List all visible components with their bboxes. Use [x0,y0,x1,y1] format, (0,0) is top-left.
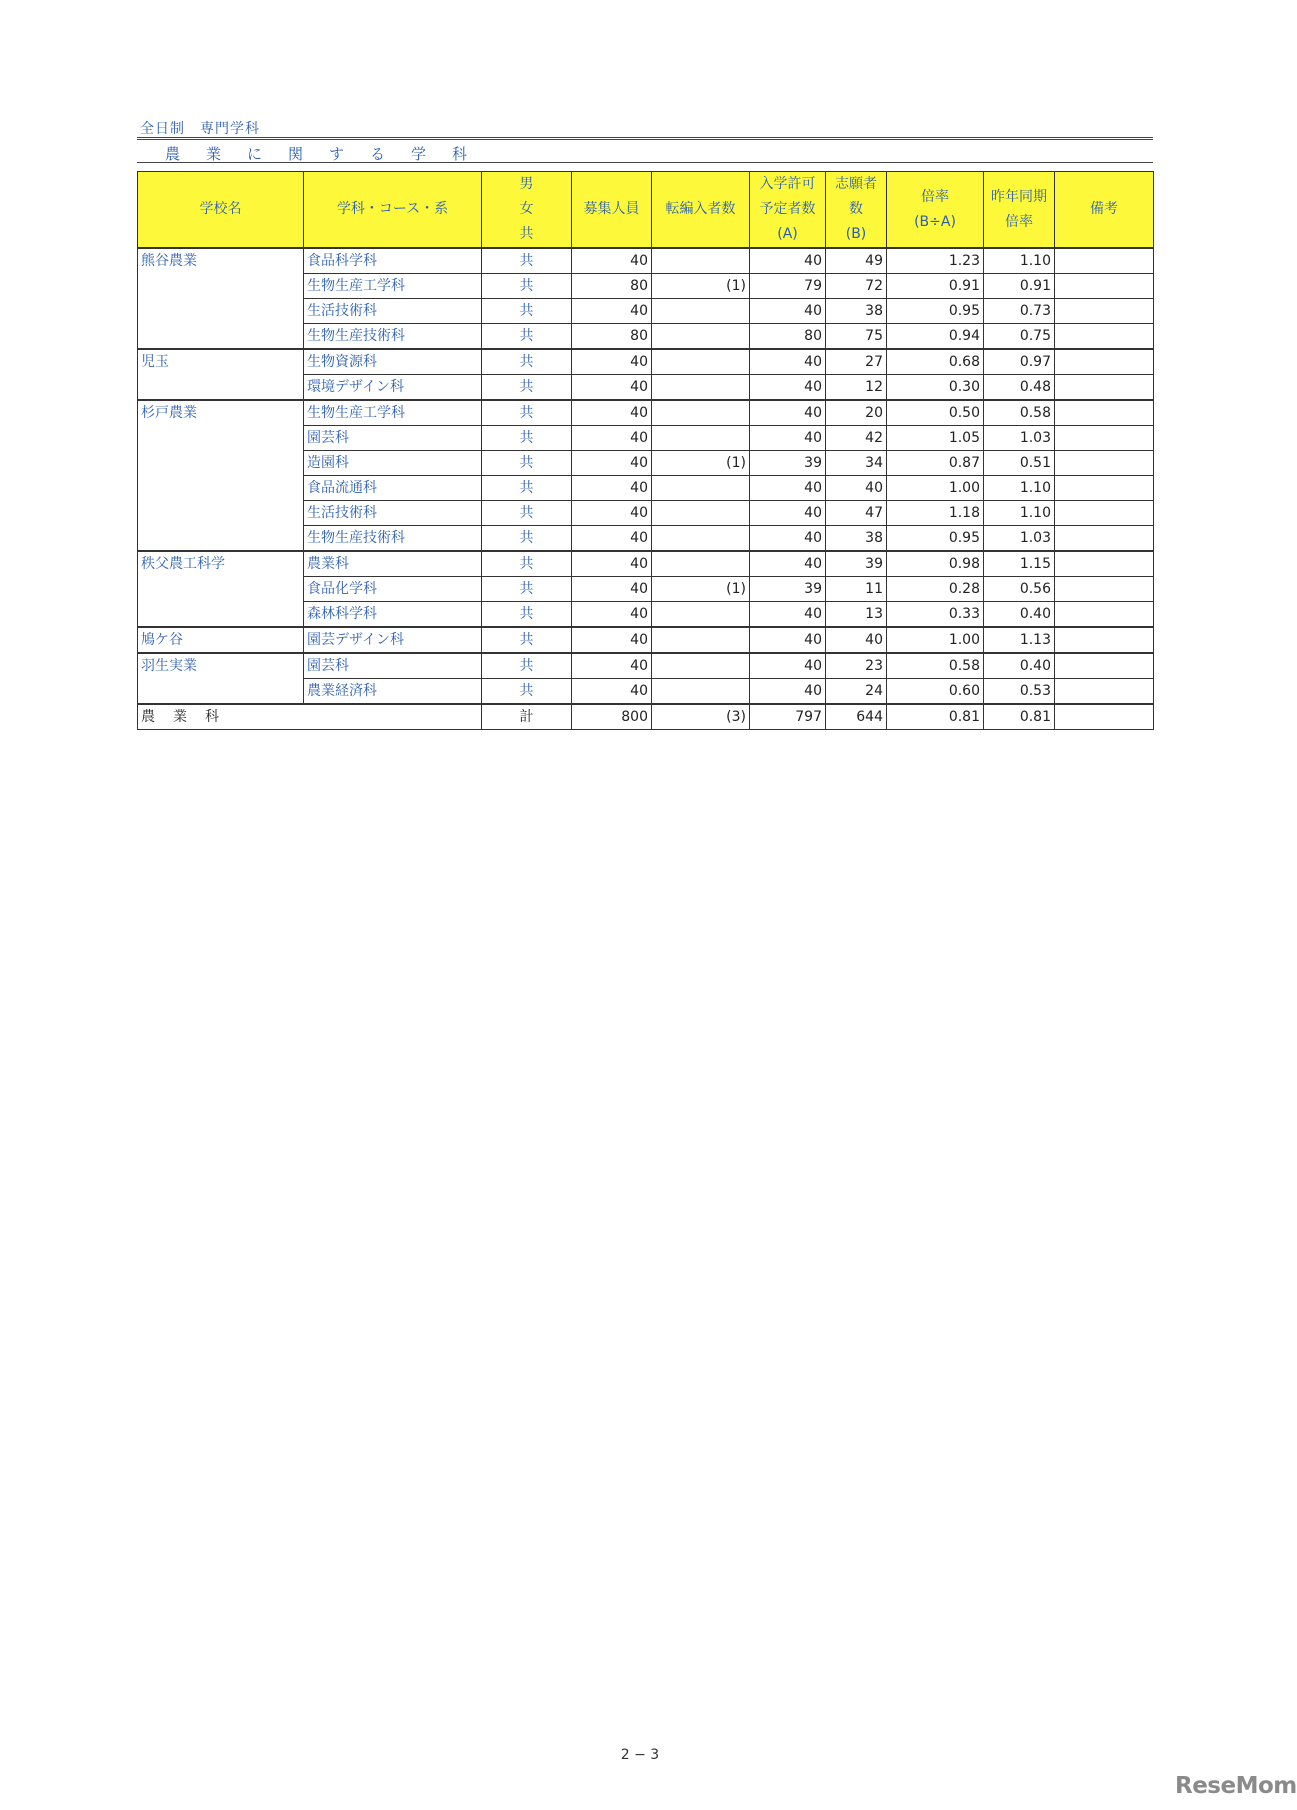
course-cell: 環境デザイン科 [304,375,482,401]
planned-cell: 39 [750,577,826,602]
ratio-cell: 1.00 [887,627,984,653]
ratio-cell: 1.00 [887,476,984,501]
last-year-cell: 0.75 [984,324,1055,350]
notes-cell [1055,274,1154,299]
last-year-cell: 1.03 [984,526,1055,552]
notes-cell [1055,526,1154,552]
last-year-cell: 0.91 [984,274,1055,299]
section-title-bar [137,137,1153,163]
ratio-cell: 0.98 [887,551,984,577]
section-title: 農業に関する学科 [165,145,494,163]
school-name-cell: 羽生実業 [138,653,304,704]
total-row [138,704,1154,730]
planned-cell: 40 [750,299,826,324]
quota-cell: 40 [572,375,652,401]
quota-cell: 40 [572,653,652,679]
ratio-cell: 1.23 [887,248,984,274]
transfer-cell [652,551,750,577]
ratio-cell: 0.50 [887,400,984,426]
applicants-cell: 20 [826,400,887,426]
total-last-year-cell: 0.81 [984,704,1055,730]
course-cell: 森林科学科 [304,602,482,628]
applicants-cell: 27 [826,349,887,375]
applicants-cell: 72 [826,274,887,299]
gender-cell: 共 [482,526,572,552]
transfer-cell [652,627,750,653]
planned-cell: 40 [750,602,826,628]
course-cell: 生物生産技術科 [304,526,482,552]
transfer-cell [652,375,750,401]
applicants-cell: 13 [826,602,887,628]
applicants-cell: 49 [826,248,887,274]
ratio-cell: 0.68 [887,349,984,375]
notes-cell [1055,577,1154,602]
course-cell: 食品科学科 [304,248,482,274]
gender-cell: 共 [482,551,572,577]
transfer-cell [652,426,750,451]
school-name-cell: 熊谷農業 [138,248,304,349]
gender-cell: 共 [482,653,572,679]
page-number: 2 − 3 [620,1747,660,1763]
last-year-cell: 1.10 [984,501,1055,526]
last-year-cell: 1.10 [984,248,1055,274]
header-ratio: 倍率 (B÷A) [887,172,984,249]
school-name-cell: 鳩ケ谷 [138,627,304,653]
planned-cell: 39 [750,451,826,476]
header-course: 学科・コース・系 [304,172,482,249]
last-year-cell: 1.15 [984,551,1055,577]
document-title: 全日制 専門学科 [140,121,260,137]
last-year-cell: 0.58 [984,400,1055,426]
ratio-cell: 0.94 [887,324,984,350]
applicants-cell: 75 [826,324,887,350]
planned-cell: 80 [750,324,826,350]
ratio-cell: 0.60 [887,679,984,705]
transfer-cell [652,349,750,375]
planned-cell: 40 [750,248,826,274]
ratio-cell: 0.28 [887,577,984,602]
enrollment-table [137,171,1154,730]
total-label: 農業科 [138,704,482,730]
quota-cell: 40 [572,299,652,324]
planned-cell: 40 [750,653,826,679]
gender-cell: 共 [482,426,572,451]
quota-cell: 40 [572,426,652,451]
planned-cell: 40 [750,400,826,426]
transfer-cell: (1) [652,274,750,299]
total-ratio-cell: 0.81 [887,704,984,730]
gender-cell: 共 [482,375,572,401]
ratio-cell: 0.33 [887,602,984,628]
notes-cell [1055,602,1154,628]
table-row [138,551,1154,577]
notes-cell [1055,375,1154,401]
quota-cell: 40 [572,476,652,501]
planned-cell: 40 [750,501,826,526]
table-row [138,248,1154,274]
quota-cell: 40 [572,501,652,526]
table-row [138,349,1154,375]
quota-cell: 40 [572,627,652,653]
planned-cell: 40 [750,627,826,653]
course-cell: 農業科 [304,551,482,577]
header-transfer: 転編入者数 [652,172,750,249]
notes-cell [1055,501,1154,526]
course-cell: 園芸科 [304,653,482,679]
ratio-cell: 0.30 [887,375,984,401]
header-school: 学校名 [138,172,304,249]
notes-cell [1055,627,1154,653]
applicants-cell: 24 [826,679,887,705]
applicants-cell: 47 [826,501,887,526]
ratio-cell: 0.95 [887,526,984,552]
quota-cell: 40 [572,602,652,628]
transfer-cell [652,324,750,350]
ratio-cell: 0.91 [887,274,984,299]
gender-cell: 共 [482,299,572,324]
gender-cell: 共 [482,248,572,274]
last-year-cell: 0.40 [984,653,1055,679]
transfer-cell: (1) [652,451,750,476]
applicants-cell: 38 [826,299,887,324]
ratio-cell: 0.58 [887,653,984,679]
last-year-cell: 0.56 [984,577,1055,602]
header-planned: 入学許可 予定者数 (A) [750,172,826,249]
applicants-cell: 38 [826,526,887,552]
total-transfer-cell: (3) [652,704,750,730]
transfer-cell [652,501,750,526]
header-notes: 備考 [1055,172,1154,249]
quota-cell: 40 [572,349,652,375]
planned-cell: 40 [750,476,826,501]
notes-cell [1055,400,1154,426]
gender-cell: 共 [482,602,572,628]
last-year-cell: 0.73 [984,299,1055,324]
school-name-cell: 児玉 [138,349,304,400]
total-quota-cell: 800 [572,704,652,730]
table-header-row [138,172,1154,249]
ratio-cell: 1.18 [887,501,984,526]
quota-cell: 40 [572,577,652,602]
notes-cell [1055,679,1154,705]
total-applicants-cell: 644 [826,704,887,730]
school-name-cell: 秩父農工科学 [138,551,304,627]
transfer-cell [652,248,750,274]
planned-cell: 40 [750,679,826,705]
total-planned-cell: 797 [750,704,826,730]
applicants-cell: 12 [826,375,887,401]
resemom-logo: ReseMom [1175,1773,1297,1799]
quota-cell: 80 [572,274,652,299]
course-cell: 生物資源科 [304,349,482,375]
applicants-cell: 40 [826,627,887,653]
last-year-cell: 1.13 [984,627,1055,653]
last-year-cell: 1.10 [984,476,1055,501]
total-notes-cell [1055,704,1154,730]
planned-cell: 40 [750,375,826,401]
notes-cell [1055,653,1154,679]
quota-cell: 40 [572,400,652,426]
quota-cell: 40 [572,679,652,705]
course-cell: 園芸科 [304,426,482,451]
header-quota: 募集人員 [572,172,652,249]
last-year-cell: 0.97 [984,349,1055,375]
course-cell: 造園科 [304,451,482,476]
ratio-cell: 1.05 [887,426,984,451]
applicants-cell: 34 [826,451,887,476]
course-cell: 農業経済科 [304,679,482,705]
notes-cell [1055,299,1154,324]
last-year-cell: 0.51 [984,451,1055,476]
quota-cell: 80 [572,324,652,350]
course-cell: 生物生産工学科 [304,400,482,426]
table-row [138,400,1154,426]
last-year-cell: 0.48 [984,375,1055,401]
total-marker: 計 [482,704,572,730]
planned-cell: 79 [750,274,826,299]
planned-cell: 40 [750,349,826,375]
transfer-cell [652,476,750,501]
transfer-cell [652,653,750,679]
gender-cell: 共 [482,400,572,426]
course-cell: 生活技術科 [304,501,482,526]
planned-cell: 40 [750,426,826,451]
last-year-cell: 0.53 [984,679,1055,705]
quota-cell: 40 [572,526,652,552]
header-gender: 男 女 共 [482,172,572,249]
notes-cell [1055,349,1154,375]
applicants-cell: 39 [826,551,887,577]
gender-cell: 共 [482,349,572,375]
applicants-cell: 42 [826,426,887,451]
applicants-cell: 11 [826,577,887,602]
planned-cell: 40 [750,551,826,577]
gender-cell: 共 [482,501,572,526]
gender-cell: 共 [482,577,572,602]
course-cell: 生活技術科 [304,299,482,324]
applicants-cell: 23 [826,653,887,679]
course-cell: 園芸デザイン科 [304,627,482,653]
notes-cell [1055,551,1154,577]
planned-cell: 40 [750,526,826,552]
gender-cell: 共 [482,476,572,501]
ratio-cell: 0.87 [887,451,984,476]
course-cell: 生物生産工学科 [304,274,482,299]
notes-cell [1055,324,1154,350]
course-cell: 食品化学科 [304,577,482,602]
gender-cell: 共 [482,324,572,350]
course-cell: 生物生産技術科 [304,324,482,350]
gender-cell: 共 [482,679,572,705]
ratio-cell: 0.95 [887,299,984,324]
table-body [138,248,1154,730]
table-row [138,653,1154,679]
table-row [138,627,1154,653]
last-year-cell: 1.03 [984,426,1055,451]
school-name-cell: 杉戸農業 [138,400,304,551]
applicants-cell: 40 [826,476,887,501]
transfer-cell [652,400,750,426]
transfer-cell: (1) [652,577,750,602]
notes-cell [1055,426,1154,451]
transfer-cell [652,526,750,552]
quota-cell: 40 [572,451,652,476]
gender-cell: 共 [482,451,572,476]
header-applicants: 志願者 数 (B) [826,172,887,249]
transfer-cell [652,602,750,628]
header-last-year: 昨年同期 倍率 [984,172,1055,249]
notes-cell [1055,476,1154,501]
notes-cell [1055,451,1154,476]
quota-cell: 40 [572,248,652,274]
course-cell: 食品流通科 [304,476,482,501]
gender-cell: 共 [482,627,572,653]
gender-cell: 共 [482,274,572,299]
transfer-cell [652,679,750,705]
quota-cell: 40 [572,551,652,577]
transfer-cell [652,299,750,324]
last-year-cell: 0.40 [984,602,1055,628]
notes-cell [1055,248,1154,274]
